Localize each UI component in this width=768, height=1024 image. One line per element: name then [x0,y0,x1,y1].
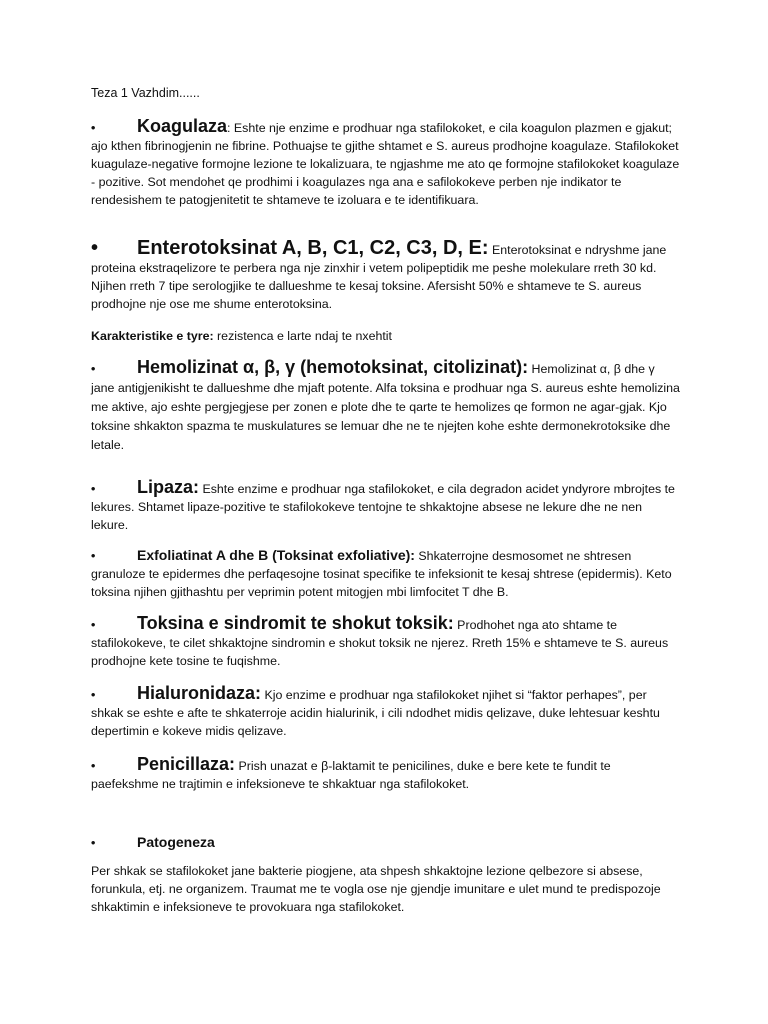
section-text-hialuronidaza: Kjo enzime e prodhuar nga stafilokoket njihet si “faktor perhapes”, per shkak se eshte e afte te shkaterroje acidin hialurinik, i cili ndodhet midis qelizave, duke lehtesuar keshtu depertimin e kokeve midis qelizave. [91,688,660,738]
bullet-icon: • [91,759,96,773]
section-lipaza [91,478,681,534]
bullet-icon: • [91,618,96,632]
section-title-lipaza: Lipaza: [137,477,200,497]
section-title-hialuronidaza: Hialuronidaza: [137,683,262,703]
karakteristike-line [91,327,681,345]
karakteristike-label: Karakteristike e tyre: [91,329,214,343]
bullet-icon: • [91,836,96,850]
section-title-penicillaza: Penicillaza: [137,754,236,774]
karakteristike-text: rezistenca e larte ndaj te nxehtit [213,329,392,343]
final-paragraph: Per shkak se stafilokoket jane bakterie piogjene, ata shpesh shkaktojne lezione qelbezore si absese, forunkula, etj. ne organizem. Traumat me te vogla ose nje gjendje imunitare e ulet mund te predispozoje shkaktimin e infeksioneve te provokuara nga stafilokoket. [91,864,661,914]
section-text-koagulaza: : Eshte nje enzime e prodhuar nga stafilokoket, e cila koagulon plazmen e gjakut; ajo kthen fibrinogjenin ne fibrine. Pothuajse te gjithe shtamet e S. aureus prodhojne koagulaze. Stafilokoket kuagulaze-negative formojne lezione te lokalizuara, te ngjashme me ato qe formojne stafilokoket koagulaze - pozitive. Sot mendohet qe prodhimi i koagulazes nga ana e safilokokeve perben nje indikator te rendesishem te patogjenitetit te shtameve te izoluara e te identifikuara. [91,121,680,207]
section-hemolizinat [91,358,681,455]
section-text-enterotoksinat: Enterotoksinat e ndryshme jane proteina ekstraqelizore te perbera nga nje zinxhir i vetem polipeptidik me peshe molekulare rreth 30 kd. Njihen rreth 7 tipe serologjike te dallueshme te kesaj toksine. Afersisht 50% e shtameve te S. aureus prodhojne nje ose me shume enterotoksina. [91,243,667,311]
section-text-hemolizinat: Hemolizinat α, β dhe γ jane antigjenikisht te dallueshme dhe mjaft potente. Alfa toksina e prodhuar nga S. aureus eshte hemolizina me aktive, ajo eshte pergjegjese per zonen e plote dhe te qarte te hemolizes qe formon ne agar-gjak. Kjo toksine shkakton spazma te muskulatures se lemuar dhe ne te njejten kohe eshte dermonekrotoksike dhe letale. [91,362,680,452]
section-title-koagulaza: Koagulaza [137,116,228,136]
section-patogjeneza [91,833,681,852]
section-koagulaza [91,117,681,209]
document-header: Teza 1 Vazhdim...... [91,86,200,100]
bullet-icon: • [91,121,96,135]
section-title-toksina-shokut: Toksina e sindromit te shokut toksik: [137,613,454,633]
section-toksina-shokut [91,614,681,670]
bullet-icon: • [91,688,96,702]
section-title-enterotoksinat: Enterotoksinat A, B, C1, C2, C3, D, E: [137,237,489,259]
section-enterotoksinat [91,239,681,313]
section-title-patogjeneza: Patogeneza [137,834,215,850]
bullet-icon: • [91,482,96,496]
section-text-penicillaza: Prish unazat e β-laktamit te penicilines, duke e bere kete te fundit te paefekshme ne trajtimin e infeksioneve te shkaktuar nga stafilokoket. [91,759,611,791]
section-text-lipaza: Eshte enzime e prodhuar nga stafilokoket, e cila degradon acidet yndyrore mbrojtes te lekures. Shtamet lipaze-pozitive te stafilokokeve tentojne te shkaktojne absese ne lekure dhe ne nen lekure. [91,482,675,532]
section-text-toksina-shokut: Prodhohet nga ato shtame te stafilokokeve, te cilet shkaktojne sindromin e shokut toksik ne njerez. Rreth 15% e shtameve te S. aureus prodhojne kete tosine te fuqishme. [91,618,669,668]
bullet-icon: • [91,549,96,563]
section-hialuronidaza [91,684,681,740]
bullet-icon: • [91,362,96,376]
section-title-hemolizinat: Hemolizinat α, β, γ (hemotoksinat, citolizinat): [137,357,529,377]
bullet-icon: • [91,237,99,259]
section-penicillaza [91,755,681,793]
section-title-exfoliatinat: Exfoliatinat A dhe B (Toksinat exfoliative): [137,547,415,563]
section-text-exfoliatinat: Shkaterrojne desmosomet ne shtresen granuloze te epidermes dhe perfaqesojne tosinat specifike te infeksionit te kesaj shtrese (epidermis). Keto toksina njihen gjithashtu per veprimin potent mitogjen mbi limfocitet T dhe B. [91,549,672,599]
section-exfoliatinat [91,546,681,601]
